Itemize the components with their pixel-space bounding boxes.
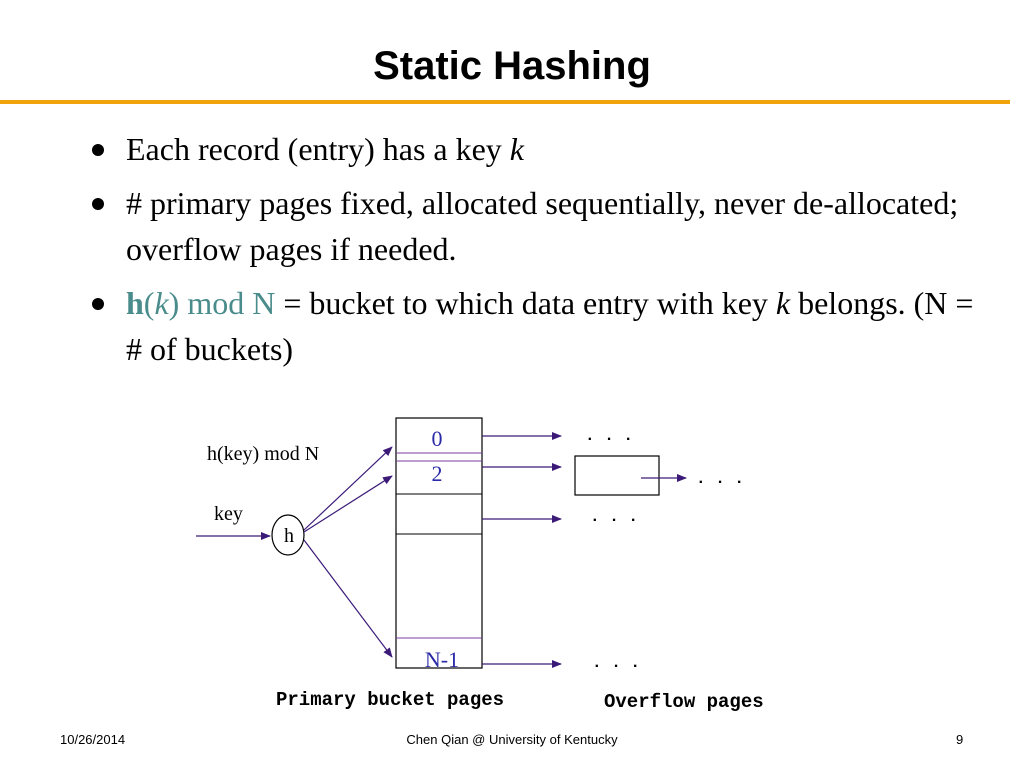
footer-date: 10/26/2014	[60, 732, 126, 747]
bucket-label-n-1: N-1	[424, 647, 460, 672]
slide-title: Static Hashing	[373, 44, 651, 88]
key-variable: k	[154, 285, 169, 321]
paren-close: )	[168, 285, 180, 321]
bucket-label-2: 2	[431, 461, 443, 486]
key-variable: k	[509, 131, 524, 167]
ellipsis-text: . . .	[590, 508, 639, 526]
mod-n-text: mod N	[179, 285, 276, 321]
bullet-text: # primary pages fixed, allocated sequentially, never de-allocated; overflow pages if needed.	[126, 185, 959, 267]
key-variable: k	[775, 285, 791, 321]
hash-function-label: h(key) mod N	[207, 443, 320, 465]
bullet-text: Each record (entry) has a key	[126, 131, 510, 167]
paren-open: (	[143, 285, 155, 321]
ellipsis-text: . . .	[696, 470, 745, 488]
footer-author: Chen Qian @ University of Kentucky	[406, 732, 618, 747]
hash-arrow-bucket-n-1	[304, 540, 392, 657]
bullet-text: = bucket to which data entry with key	[275, 285, 776, 321]
key-label: key	[214, 503, 243, 525]
footer-page-number: 9	[956, 732, 964, 747]
ellipsis-text: . . .	[592, 654, 641, 672]
hash-node-label: h	[284, 525, 294, 547]
primary-pages-caption: Primary bucket pages	[276, 689, 505, 711]
ellipsis-text: . . .	[585, 427, 634, 445]
bucket-label-0: 0	[431, 426, 443, 451]
overflow-page-box	[575, 456, 659, 495]
hash-arrow-bucket-2	[304, 476, 392, 532]
overflow-pages-caption: Overflow pages	[604, 691, 764, 713]
bullet-text-end: belongs. (N = # of buckets)	[126, 285, 974, 367]
hash-function-name: h	[126, 285, 144, 321]
primary-bucket-column	[396, 418, 482, 668]
